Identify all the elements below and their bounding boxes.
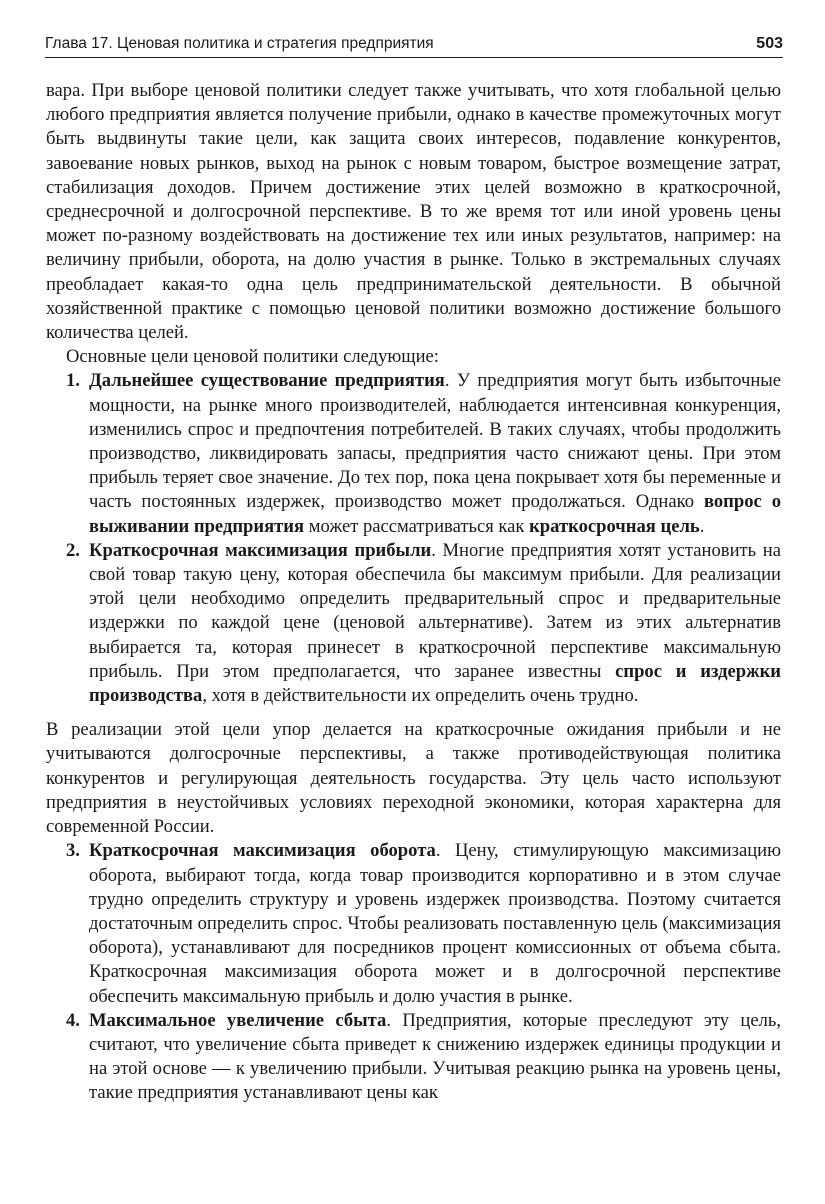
- item-bold: спрос и издержки производства: [89, 660, 782, 707]
- item-text: может рассматриваться как: [304, 515, 530, 537]
- goals-list-1: [46, 369, 781, 708]
- page-number: 503: [756, 35, 783, 52]
- item-number: 4.: [66, 1009, 80, 1031]
- list-item: [46, 1009, 781, 1106]
- goals-lead: Основные цели ценовой политики следующие:: [66, 346, 439, 368]
- item-number: 2.: [66, 539, 80, 561]
- item-title: Максимальное увеличение сбыта: [89, 1009, 387, 1031]
- chapter-title: Глава 17. Ценовая политика и стратегия предприятия: [45, 35, 434, 52]
- item-bold: краткосрочная цель: [529, 515, 700, 537]
- item-text: . У предприятия могут быть избыточные мощности, на рынке много производителей, наблюдается интенсивная конкуренция, изменились спрос и предпочтения потребителей. В таких случаях, чтобы продолжить производство, ликвидировать запасы, предприятия часто снижают цены. При этом прибыль теряет свое значение. До тех пор, пока цена покрывает хотя бы переменные и часть постоянных издержек, производство может продолжаться. Однако: [89, 370, 782, 513]
- goals-list-2: [46, 839, 781, 1105]
- list-item: [46, 369, 781, 538]
- item-number: 3.: [66, 840, 80, 862]
- item-text: . Многие предприятия хотят установить на свой товар такую цену, которая обеспечила бы максимум прибыли. Для реализации этой цели необходимо определить предварительный спрос и предварительные издержки по каждой цене (ценовой альтернативе). Затем из этих альтернатив выбирается та, которая принесет в краткосрочной перспективе максимальную прибыль. При этом предполагается, что заранее известны: [89, 539, 781, 682]
- item-text: , хотя в действительности их определить очень трудно.: [202, 685, 639, 707]
- item-bold: вопрос о выживании предприятия: [89, 491, 781, 537]
- intro-paragraph: вара. При выборе ценовой политики следует также учитывать, что хотя глобальной целью любого предприятия является получение прибыли, однако в качестве промежуточных могут быть выдвинуты такие цели, как защита своих интересов, подавление конкурентов, завоевание новых рынков, выход на рынок с новым товаром, быстрое возмещение затрат, стабилизация доходов. Причем достижение этих целей возможно в краткосрочной, среднесрочной и долгосрочной перспективе. В то же время тот или иной уровень цены может по-разному воздействовать на достижение тех или иных результатов, например: на величину прибыли, оборота, на долю участия в рынке. Только в экстремальных случаях преобладает какая-то одна цель предпринимательской деятельности. В обычной хозяйственной практике с помощью ценовой политики возможно достижение большого количества целей.: [46, 80, 781, 344]
- list-item: [46, 539, 781, 708]
- item-text: . Предприятия, которые преследуют эту цель, считают, что увеличение сбыта приведет к снижению издержек единицы продукции и на этой основе — к увеличению прибыли. Учитывая реакцию рынка на уровень цены, такие предприятия устанавливают цены как: [89, 1009, 781, 1104]
- list-item: [46, 839, 781, 1008]
- item-title: Краткосрочная максимизация прибыли: [89, 539, 432, 561]
- page-body: [46, 79, 781, 1106]
- item-title: Краткосрочная максимизация оборота: [89, 840, 436, 862]
- item-text: .: [699, 515, 705, 537]
- middle-paragraph: В реализации этой цели упор делается на краткосрочные ожидания прибыли и не учитываются долгосрочные перспективы, а также противодействующая политика конкурентов и регулирующая деятельность государства. Эту цель часто используют предприятия в неустойчивых условиях переходной экономики, которая характерна для современной России.: [46, 719, 781, 838]
- item-title: Дальнейшее существование предприятия: [89, 370, 445, 392]
- item-text: . Цену, стимулирующую максимизацию оборота, выбирают тогда, когда товар производится корпоративно и в этом случае трудно определить структуру и уровень издержек производства. Поэтому считается достаточным определить спрос. Чтобы реализовать поставленную цель (максимизация оборота), устанавливают для посредников процент комиссионных от объема сбыта. Краткосрочная максимизация оборота может и в долгосрочной перспективе обеспечить максимальную прибыль и долю участия в рынке.: [89, 840, 781, 1007]
- item-number: 1.: [66, 370, 80, 392]
- running-header: [45, 30, 783, 58]
